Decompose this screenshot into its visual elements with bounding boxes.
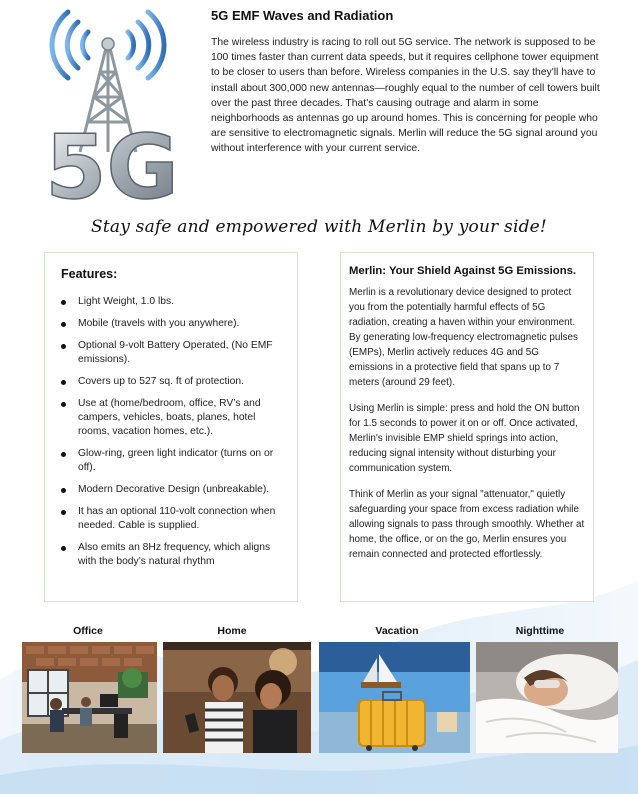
bullet-icon	[61, 380, 66, 385]
feature-text: Modern Decorative Design (unbreakable).	[78, 484, 270, 495]
feature-item	[61, 483, 287, 497]
feature-item	[61, 317, 287, 331]
feature-text: Also emits an 8Hz frequency, which aligns with the body’s natural rhythm	[78, 542, 271, 567]
feature-item	[61, 375, 287, 389]
bullet-icon	[61, 546, 66, 551]
photo-label-home: Home	[217, 625, 247, 637]
feature-item	[61, 541, 287, 569]
photo-label-vacation: Vacation	[375, 625, 419, 637]
feature-text: Covers up to 527 sq. ft of protection.	[78, 376, 244, 387]
feature-item	[61, 295, 287, 309]
merlin-title: Merlin: Your Shield Against 5G Emissions.	[349, 265, 577, 277]
intro-body: The wireless industry is racing to roll out 5G service. The network is supposed to be 100 times faster than current data speeds, but it requires cellphone tower equipment to be closer to users than before. Wireless companies in the U.S. say they'll have to install about 300,000 new antennas—roughly equal to the number of cell towers built over the past three decades. That's causing outrage and alarm in some neighborhoods as antennas go up around homes. This is concerning for people who are sensitive to electromagnetic signals. Merlin will reduce the 5G signal around you without interference with your current service.	[211, 37, 600, 155]
feature-text: Glow-ring, green light indicator (turns on or off).	[78, 448, 274, 473]
bullet-icon	[61, 322, 66, 327]
tagline: Stay safe and empowered with Merlin by your side!	[91, 217, 547, 237]
bullet-icon	[61, 402, 66, 407]
bullet-icon	[61, 452, 66, 457]
feature-text: Use at (home/bedroom, office, RV’s and campers, vehicles, boats, planes, hotel rooms, vacation homes, etc.).	[78, 398, 261, 437]
photo-label-nighttime: Nighttime	[515, 625, 565, 637]
bullet-icon	[61, 300, 66, 305]
feature-item	[61, 447, 287, 475]
feature-text: It has an optional 110-volt connection when needed. Cable is supplied.	[78, 506, 276, 531]
vacation-photo	[319, 642, 470, 753]
features-box	[44, 252, 298, 602]
5g-tower-illustration	[28, 2, 200, 208]
photo-label-office: Office	[73, 625, 103, 637]
features-title: Features:	[61, 267, 118, 281]
merlin-paragraph: Using Merlin is simple: press and hold the ON button for 1.5 seconds to power it on or off. Once activated, Merlin's invisible EMP shield springs into action, reducing signal intensity without disturbing your communication system.	[349, 403, 580, 474]
intro-section	[211, 8, 603, 157]
feature-item	[61, 397, 287, 439]
merlin-paragraph: Think of Merlin as your signal "attenuator," quietly safeguarding your space from excess radiation while allowing signals to pass through smoothly. Whether at home, the office, or on the go, Merlin ensures you remain connected and protected effortlessly.	[349, 489, 585, 560]
office-photo	[22, 642, 157, 753]
bullet-icon	[61, 344, 66, 349]
features-list	[61, 295, 287, 569]
nighttime-photo	[476, 642, 618, 753]
feature-item	[61, 339, 287, 367]
bullet-icon	[61, 510, 66, 515]
feature-item	[61, 505, 287, 533]
feature-text: Mobile (travels with you anywhere).	[78, 318, 240, 329]
merlin-box	[340, 252, 594, 602]
home-photo	[163, 642, 311, 753]
merlin-paragraph: Merlin is a revolutionary device designed to protect you from the potentially harmful effects of 5G radiation, creating a haven within your environment. By generating low-frequency electromagnetic pulses (EMPs), Merlin actively reduces 4G and 5G emissions in a protective field that spans up to 7 meters (around 29 feet).	[349, 287, 578, 388]
5g-hero-text: 5G	[45, 116, 179, 208]
feature-text: Light Weight, 1.0 lbs.	[78, 296, 174, 307]
intro-title: 5G EMF Waves and Radiation	[211, 8, 394, 23]
bullet-icon	[61, 488, 66, 493]
feature-text: Optional 9-volt Battery Operated, (No EMF emissions).	[78, 340, 273, 365]
